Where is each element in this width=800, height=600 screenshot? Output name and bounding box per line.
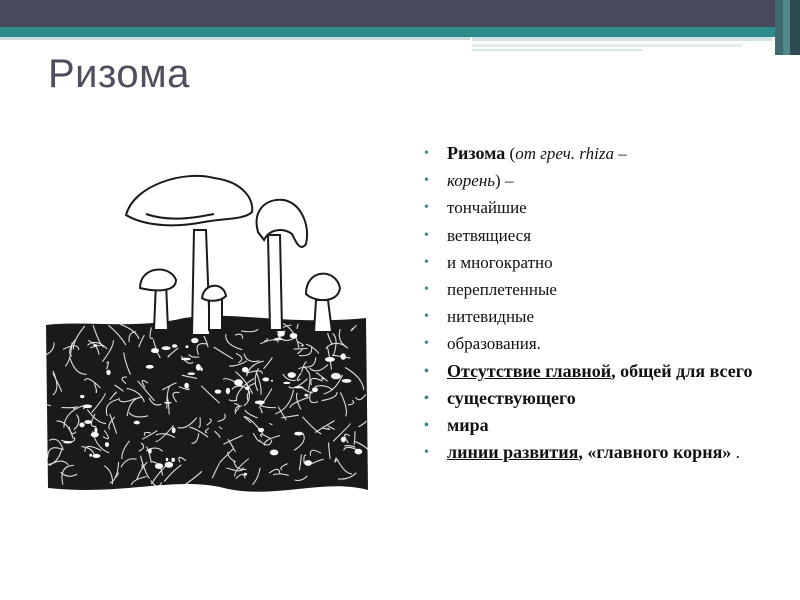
soil-clump bbox=[270, 450, 279, 456]
bold-term: Ризома bbox=[447, 143, 506, 163]
soil-clump bbox=[151, 348, 159, 353]
list-item: • переплетенные bbox=[424, 279, 764, 300]
soil-clump bbox=[226, 388, 230, 394]
soil-clump bbox=[155, 463, 163, 469]
soil-clump bbox=[149, 448, 152, 454]
soil-clump bbox=[355, 449, 363, 455]
soil-clump bbox=[255, 401, 265, 405]
soil-clump bbox=[172, 344, 177, 347]
accent-stripe bbox=[472, 49, 642, 51]
list-item: • тончайшие bbox=[424, 197, 764, 218]
soil-clump bbox=[312, 387, 318, 392]
soil-clump bbox=[196, 364, 201, 371]
soil-clump bbox=[91, 432, 99, 437]
italic-text: корень bbox=[447, 171, 496, 191]
soil-clump bbox=[294, 386, 304, 388]
soil-clump bbox=[234, 379, 243, 386]
plain-text: , общей для всего bbox=[611, 360, 753, 381]
soil-clump bbox=[84, 420, 92, 424]
soil-clump bbox=[185, 345, 188, 348]
soil-clump bbox=[184, 383, 189, 389]
soil-clump bbox=[181, 358, 191, 361]
mycelium-thread bbox=[294, 349, 308, 350]
accent-bar bbox=[0, 27, 800, 37]
mushroom-large bbox=[126, 176, 252, 335]
list-item bbox=[424, 442, 764, 463]
soil-clump bbox=[92, 454, 100, 458]
soil-clump bbox=[94, 427, 97, 433]
soil-clump bbox=[146, 365, 154, 369]
mushroom-mycelium-icon bbox=[44, 170, 370, 510]
accent-line bbox=[0, 37, 470, 40]
soil-clump bbox=[171, 458, 175, 462]
soil-clump bbox=[80, 395, 84, 398]
soil-clump bbox=[172, 427, 176, 433]
soil-clump bbox=[258, 428, 264, 432]
plain-text: ) – bbox=[495, 171, 514, 191]
soil-clump bbox=[242, 367, 248, 372]
definition-list bbox=[424, 143, 764, 469]
soil-clump bbox=[283, 382, 290, 384]
soil-clump bbox=[288, 372, 296, 378]
soil-clump bbox=[325, 357, 335, 362]
soil-clump bbox=[341, 353, 346, 359]
underlined-term: линии развития bbox=[447, 442, 579, 463]
soil-clump bbox=[294, 432, 303, 436]
slide-title: Ризома bbox=[48, 52, 190, 96]
plain-text: , «главного корня» bbox=[578, 442, 732, 463]
soil-clump bbox=[82, 405, 92, 409]
header-bar bbox=[0, 0, 800, 27]
corner-decoration bbox=[790, 0, 800, 55]
soil-clump bbox=[188, 372, 195, 375]
plain-text: . bbox=[731, 443, 740, 463]
soil-clump bbox=[166, 458, 169, 461]
italic-text: от греч. rhiza – bbox=[515, 144, 627, 163]
soil-clump bbox=[105, 442, 109, 447]
list-item: • образования. bbox=[424, 333, 764, 354]
soil-clump bbox=[278, 330, 285, 336]
soil-clump bbox=[134, 421, 140, 425]
list-item: • существующего bbox=[424, 388, 764, 409]
soil-clump bbox=[164, 402, 172, 404]
soil-clump bbox=[89, 454, 92, 457]
soil-clump bbox=[79, 423, 84, 428]
list-item: • ветвящиеся bbox=[424, 225, 764, 246]
plain-text: ( bbox=[505, 144, 516, 163]
soil-clump bbox=[191, 338, 198, 343]
list-item bbox=[424, 143, 764, 164]
soil-clump bbox=[331, 373, 341, 379]
soil-clump bbox=[290, 333, 298, 338]
soil-clump bbox=[342, 379, 352, 383]
mycelium-thread bbox=[62, 407, 76, 408]
soil-clump bbox=[106, 370, 110, 375]
soil-clump bbox=[274, 338, 283, 340]
soil-clump bbox=[271, 380, 273, 382]
soil-clump bbox=[304, 394, 308, 397]
soil-clump bbox=[215, 390, 222, 394]
soil-clump bbox=[244, 473, 247, 476]
soil-clump bbox=[245, 387, 249, 390]
soil-clump bbox=[262, 377, 269, 381]
list-item bbox=[424, 361, 764, 382]
soil-clump bbox=[162, 346, 171, 350]
list-item: • нитевидные bbox=[424, 306, 764, 327]
soil-clump bbox=[93, 344, 97, 346]
list-item: • мира bbox=[424, 415, 764, 436]
soil-clump bbox=[165, 462, 173, 468]
accent-stripe bbox=[472, 37, 772, 41]
soil-clump bbox=[63, 441, 72, 443]
underlined-term: Отсутствие главной bbox=[447, 360, 612, 381]
list-item bbox=[424, 170, 764, 191]
list-item: • и многократно bbox=[424, 252, 764, 273]
mushroom-tall bbox=[257, 200, 307, 330]
soil-clump bbox=[321, 378, 324, 380]
accent-stripe bbox=[472, 44, 742, 47]
soil-clump bbox=[304, 460, 312, 466]
soil-clump bbox=[341, 437, 346, 443]
